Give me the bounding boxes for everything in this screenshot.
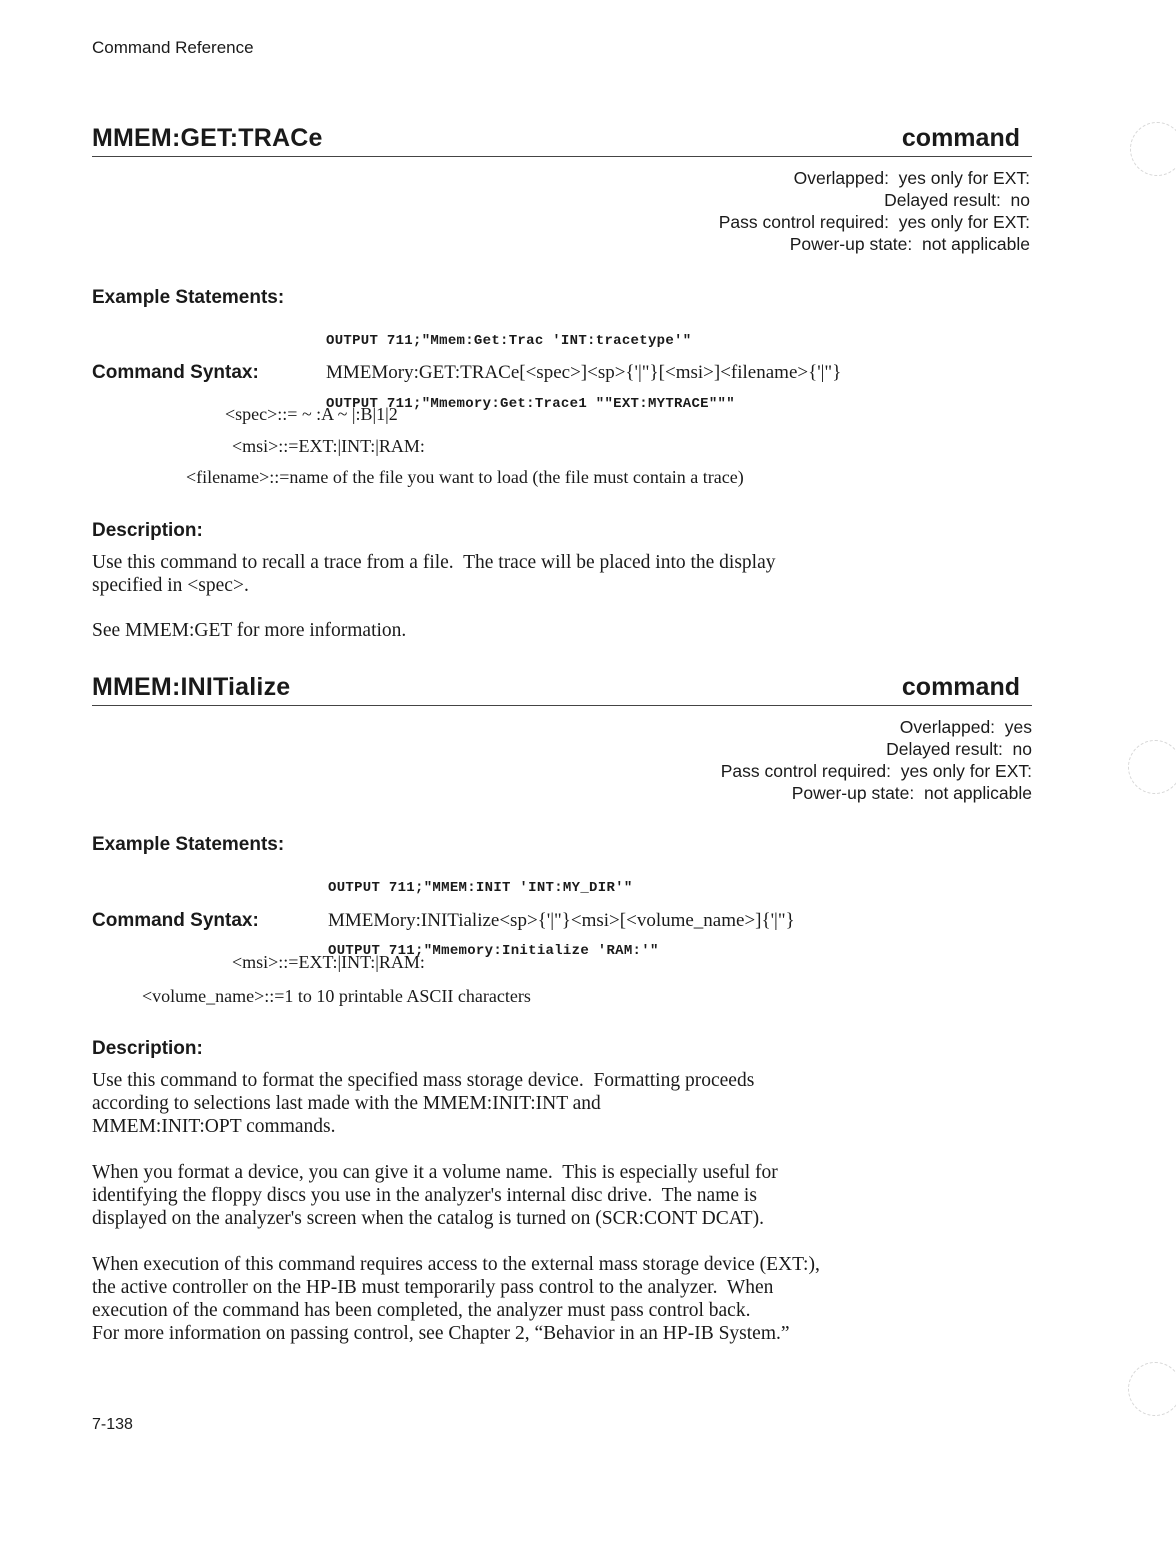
description-label: Description: — [92, 520, 203, 541]
example-line: OUTPUT 711;"Mmem:Get:Trac 'INT:tracetype'" — [326, 333, 692, 349]
attr-overlapped: Overlapped: yes — [899, 717, 1032, 737]
running-head: Command Reference — [92, 38, 254, 57]
description-paragraph — [92, 1161, 778, 1230]
description-line: When you format a device, you can give it a volume name. This is especially useful for — [92, 1162, 778, 1183]
example-statements-label: Example Statements: — [92, 287, 285, 308]
command-attributes — [721, 716, 1032, 804]
attr-overlapped: Overlapped: yes only for EXT: — [793, 168, 1030, 188]
section-title: MMEM:GET:TRACe — [92, 124, 323, 152]
description-line: displayed on the analyzer's screen when the catalog is turned on (SCR:CONT DCAT). — [92, 1208, 764, 1229]
command-syntax-label: Command Syntax: — [92, 362, 259, 383]
command-syntax: MMEMory:GET:TRACe[<spec>]<sp>{'|"}[<msi>]<filename>{'|"} — [326, 362, 842, 383]
section-rule — [92, 156, 1032, 157]
description-line: See MMEM:GET for more information. — [92, 620, 407, 641]
description-line: Use this command to format the specified mass storage device. Formatting proceeds — [92, 1070, 755, 1091]
syntax-definition-volume-name: <volume_name>::=1 to 10 printable ASCII characters — [142, 986, 531, 1006]
example-statements-label: Example Statements: — [92, 834, 285, 855]
description-line: execution of the command has been completed, the analyzer must pass control back. — [92, 1300, 751, 1321]
syntax-definition-msi: <msi>::=EXT:|INT:|RAM: — [232, 952, 425, 972]
example-line: OUTPUT 711;"Mmemory:Get:Trace1 ""EXT:MYTRACE""" — [326, 396, 735, 412]
command-syntax: MMEMory:INITialize<sp>{'|"}<msi>[<volume_name>]{'|"} — [328, 910, 795, 931]
description-line: identifying the floppy discs you use in the analyzer's internal disc drive. The name is — [92, 1185, 757, 1206]
description-paragraph — [92, 551, 776, 597]
description-line: the active controller on the HP-IB must temporarily pass control to the analyzer. When — [92, 1277, 774, 1298]
section-rule — [92, 705, 1032, 706]
section-title: MMEM:INITialize — [92, 673, 291, 701]
description-paragraph — [92, 1253, 820, 1345]
description-line: specified in <spec>. — [92, 575, 249, 596]
section-kind: command — [901, 673, 1020, 701]
punch-hole-mark — [1128, 740, 1176, 794]
punch-hole-mark — [1130, 122, 1176, 176]
attr-power-up: Power-up state: not applicable — [789, 234, 1030, 254]
command-attributes — [719, 167, 1030, 255]
attr-pass-control: Pass control required: yes only for EXT: — [718, 212, 1030, 232]
attr-power-up: Power-up state: not applicable — [791, 783, 1032, 803]
syntax-definition-spec: <spec>::= ~ :A ~ |:B|1|2 — [225, 404, 398, 424]
example-line: OUTPUT 711;"Mmemory:Initialize 'RAM:'" — [328, 943, 659, 959]
description-label: Description: — [92, 1038, 203, 1059]
attr-delayed-result: Delayed result: no — [884, 190, 1030, 210]
page-number: 7-138 — [92, 1416, 133, 1433]
example-line: OUTPUT 711;"MMEM:INIT 'INT:MY_DIR'" — [328, 880, 633, 896]
description-line: For more information on passing control, see Chapter 2, “Behavior in an HP-IB System.” — [92, 1323, 790, 1344]
description-line: MMEM:INIT:OPT commands. — [92, 1116, 336, 1137]
description-paragraph — [92, 1069, 754, 1138]
description-line: according to selections last made with the MMEM:INIT:INT and — [92, 1093, 601, 1114]
description-paragraph — [92, 619, 406, 642]
description-line: Use this command to recall a trace from a file. The trace will be placed into the display — [92, 552, 776, 573]
attr-pass-control: Pass control required: yes only for EXT: — [720, 761, 1032, 781]
punch-hole-mark — [1128, 1362, 1176, 1416]
attr-delayed-result: Delayed result: no — [886, 739, 1032, 759]
syntax-definition-msi: <msi>::=EXT:|INT:|RAM: — [232, 436, 425, 456]
command-syntax-label: Command Syntax: — [92, 910, 259, 931]
syntax-definition-filename: <filename>::=name of the file you want to load (the file must contain a trace) — [186, 467, 744, 487]
section-kind: command — [901, 124, 1020, 152]
description-line: When execution of this command requires access to the external mass storage device (EXT:), — [92, 1254, 820, 1275]
